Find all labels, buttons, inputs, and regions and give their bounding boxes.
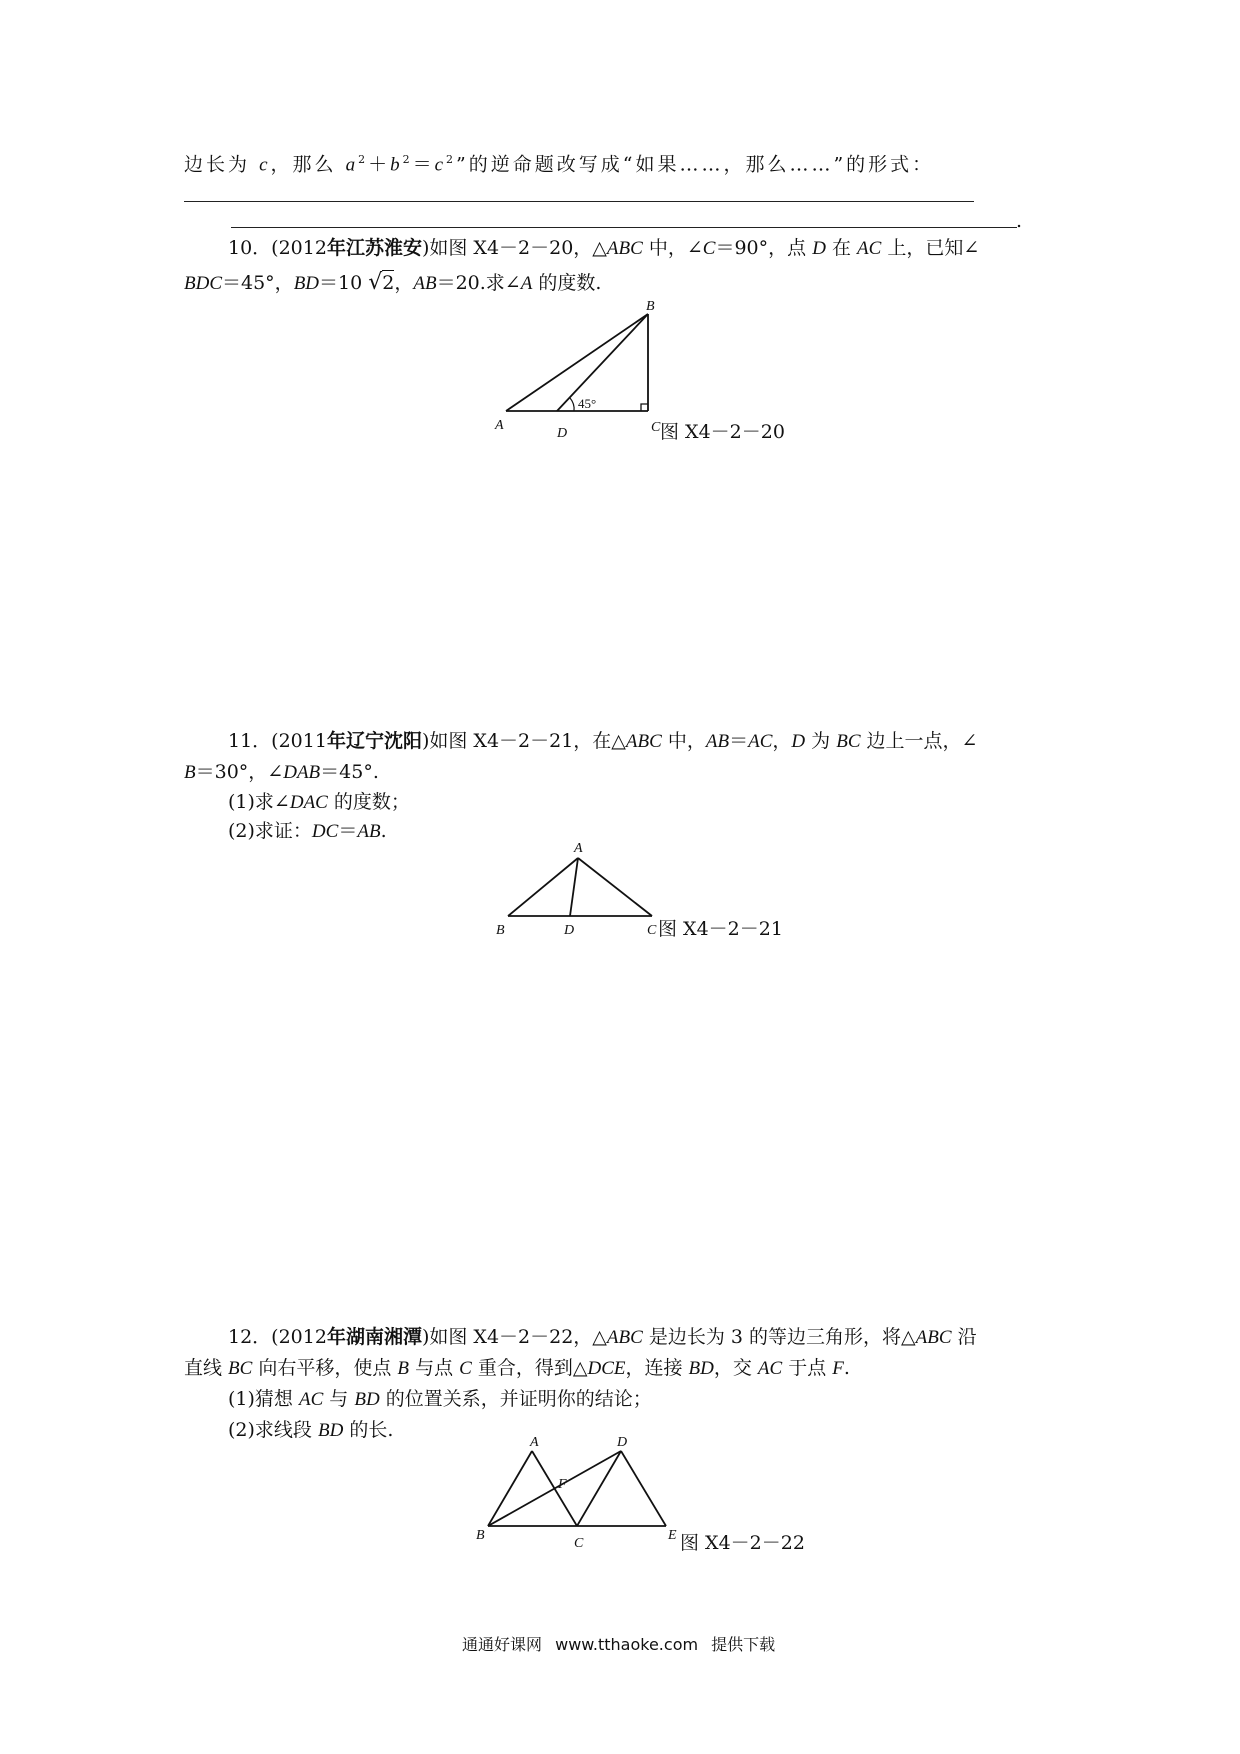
q12-text: 向右平移，使点: [252, 1357, 398, 1379]
formula-plus: ＋: [368, 153, 391, 176]
q11-text: .: [380, 820, 387, 842]
q11-text: (2)求证：: [228, 820, 312, 842]
q12-text: 于点: [782, 1357, 833, 1379]
q10-text: 在: [825, 237, 858, 259]
q12-text: 沿: [951, 1326, 977, 1348]
q11-text: ＝: [338, 820, 358, 842]
q12-text: ，连接: [625, 1357, 689, 1379]
q11-text: 中，: [661, 730, 706, 752]
q12-var: B: [397, 1358, 410, 1379]
q9-var-c: c: [259, 154, 271, 176]
q10-var: AC: [857, 238, 882, 259]
q11-var: DAB: [283, 762, 321, 783]
q12-text: 重合，得到△: [471, 1357, 588, 1379]
q10-number: 10．(2012: [228, 237, 327, 259]
sup: 2: [446, 153, 457, 166]
q12-var: BD: [317, 1420, 344, 1441]
q11-var: DC: [311, 821, 339, 842]
segment-db: [557, 314, 648, 411]
q11-text: 的度数；: [327, 791, 410, 813]
q11-var: AC: [748, 731, 773, 752]
q11-source: 年辽宁沈阳: [326, 730, 422, 752]
q11-text: )如图 X4－2－21，在△: [421, 730, 626, 752]
right-angle-mark: [641, 404, 648, 411]
q10-text: ，: [394, 272, 414, 294]
q12-text: 的长.: [343, 1419, 394, 1441]
label-e: E: [668, 1528, 677, 1543]
footer-url[interactable]: www.tthaoke.com: [555, 1635, 699, 1654]
label-d: D: [557, 426, 568, 441]
label-a: A: [495, 418, 504, 433]
q12-part1: [228, 1390, 652, 1409]
q10-var: BDC: [184, 273, 222, 294]
q11-var: D: [791, 731, 806, 752]
q11-var: DAC: [289, 792, 328, 813]
q10-text: ＝20.求∠: [436, 272, 521, 294]
answer-end-dot: .: [1016, 210, 1023, 232]
q11-part2: [228, 822, 387, 841]
sup: 2: [402, 153, 413, 166]
formula-eq: ＝: [412, 153, 435, 176]
formula-b: b: [390, 154, 403, 176]
q12-var: ABC: [915, 1327, 952, 1348]
q10-var: AB: [413, 273, 437, 294]
q11-number: 11．(2011: [228, 730, 327, 752]
q10-source: 年江苏淮安: [326, 237, 422, 259]
q12-var: BC: [228, 1358, 253, 1379]
label-d: D: [617, 1435, 628, 1450]
q12-text: (1)猜想: [228, 1388, 299, 1410]
q12-text: 的位置关系，并证明你的结论；: [379, 1388, 652, 1410]
q9-text: 边长为: [184, 153, 251, 176]
q10-text: ＝45°，: [222, 272, 294, 294]
q12-var: AC: [757, 1358, 783, 1379]
angle-arc: [570, 398, 574, 411]
q12-text: 直线: [184, 1357, 229, 1379]
q10-var: C: [702, 238, 716, 259]
segment-bd: [488, 1451, 621, 1526]
q12-line2: [184, 1359, 850, 1378]
q11-var: B: [184, 762, 196, 783]
footer-site: 通通好课网: [462, 1635, 543, 1654]
q11-text: ＝45°.: [320, 761, 379, 783]
q12-text: .: [843, 1357, 850, 1379]
q12-text: ，交: [713, 1357, 758, 1379]
q11-var: BC: [836, 731, 861, 752]
footer-suffix: 提供下载: [711, 1635, 776, 1654]
q11-var: AB: [705, 731, 730, 752]
q10-var: BD: [293, 273, 320, 294]
label-a: A: [530, 1435, 539, 1450]
segment-cd: [577, 1451, 621, 1526]
q10-text: 上，已知∠: [881, 237, 980, 259]
segment-de: [621, 1451, 666, 1526]
q10-text: ＝90°，点: [715, 237, 813, 259]
q11-text: ＝30°，∠: [195, 761, 284, 783]
label-a: A: [574, 841, 583, 856]
q10-text: 的度数.: [532, 272, 602, 294]
q12-text: 与: [323, 1388, 355, 1410]
figure-caption: 图 X4－2－20: [660, 421, 785, 443]
q10-var: D: [812, 238, 826, 259]
label-b: B: [476, 1528, 485, 1543]
segment-ab: [506, 314, 648, 411]
q11-line2: [184, 763, 379, 782]
q12-var: F: [832, 1358, 844, 1379]
q12-text: 是边长为 3 的等边三角形，将△: [642, 1326, 916, 1348]
q12-var: BD: [688, 1358, 714, 1379]
segment-ad: [570, 858, 578, 916]
q11-var: ABC: [625, 731, 662, 752]
q9-text: ”的逆命题改写成“如果……，那么……”的形式：: [456, 153, 935, 176]
q12-line1: [228, 1328, 977, 1347]
sqrt-sign: √: [368, 270, 383, 295]
q12-var: DCE: [587, 1358, 626, 1379]
segment-ac: [578, 858, 652, 916]
q10-var: A: [520, 273, 533, 294]
label-d: D: [564, 923, 575, 938]
angle-label: 45°: [578, 396, 597, 411]
q12-text: 与点: [409, 1357, 460, 1379]
q12-var: C: [459, 1358, 472, 1379]
q11-text: ＝: [729, 730, 749, 752]
label-c: C: [647, 923, 657, 938]
q12-source: 年湖南湘潭: [326, 1326, 422, 1348]
q10-text: )如图 X4－2－20，△: [421, 237, 607, 259]
q12-var: ABC: [606, 1327, 643, 1348]
label-f: F: [558, 1477, 567, 1492]
q11-part1: [228, 793, 410, 812]
sup: 2: [358, 153, 369, 166]
q11-text: (1)求∠: [228, 791, 290, 813]
q12-text: )如图 X4－2－22，△: [421, 1326, 607, 1348]
formula-c: c: [434, 154, 447, 176]
q12-number: 12．(2012: [228, 1326, 327, 1348]
q10-var: ABC: [606, 238, 643, 259]
q11-line1: [228, 732, 977, 751]
q11-text: ，: [772, 730, 792, 752]
q10-text: ＝10: [319, 272, 369, 294]
formula-a: a: [345, 154, 359, 176]
q11-var: AB: [357, 821, 381, 842]
label-c: C: [651, 420, 661, 435]
q10-text: 中，∠: [642, 237, 703, 259]
figure-caption: 图 X4－2－22: [680, 1532, 805, 1554]
segment-ba: [508, 858, 578, 916]
label-c: C: [574, 1536, 584, 1551]
label-b: B: [496, 923, 505, 938]
label-b: B: [646, 299, 655, 314]
q12-text: (2)求线段: [228, 1419, 318, 1441]
page-footer: [462, 1632, 775, 1655]
q12-var: BD: [354, 1389, 380, 1410]
q11-text: 边上一点，∠: [860, 730, 978, 752]
segment-ba: [488, 1451, 532, 1526]
sqrt-radicand: 2: [382, 272, 395, 294]
figure-caption: 图 X4－2－21: [658, 918, 783, 940]
q12-part2: [228, 1421, 393, 1440]
q12-var: AC: [298, 1389, 324, 1410]
q11-text: 为: [805, 730, 837, 752]
q9-text: ，那么: [270, 153, 337, 176]
